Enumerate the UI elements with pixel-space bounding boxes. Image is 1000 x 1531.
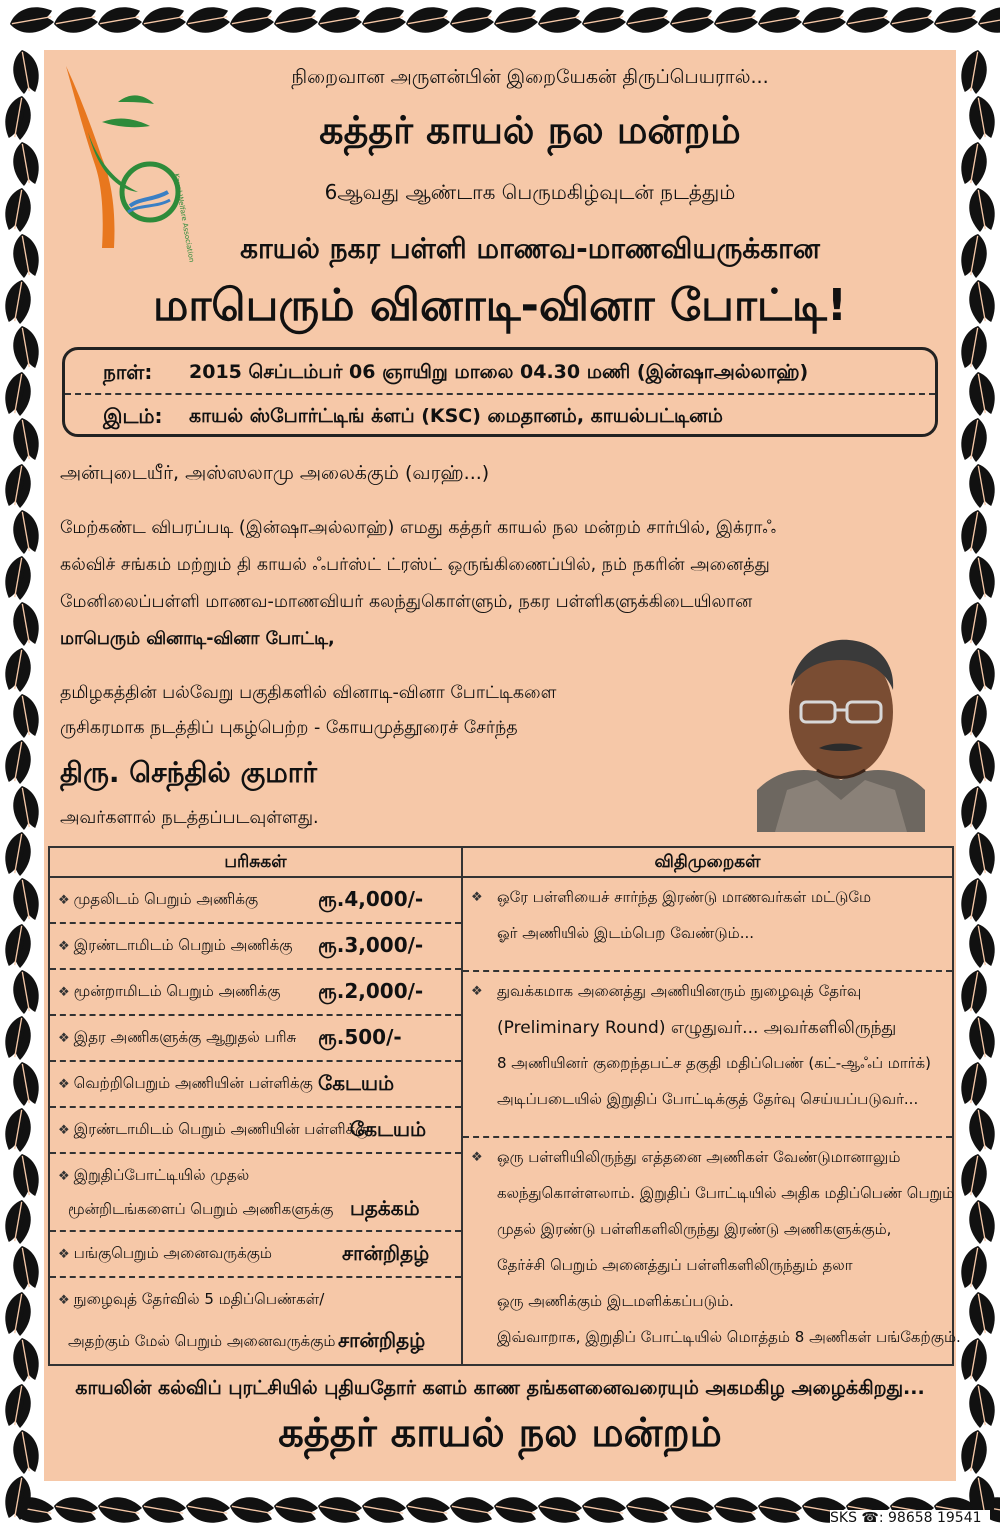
rule-text-line: ஓர் அணியில் இடம்பெற வேண்டும்... — [497, 924, 755, 942]
prize-label: இரண்டாமிடம் பெறும் அணியின் பள்ளிக்கு — [73, 1120, 369, 1138]
opening-invocation: நிறைவான அருளன்பின் இறையேகன் திருப்பெயரால்... — [291, 66, 769, 88]
footer-organizer-title: கத்தர் காயல் நல மன்றம் — [278, 1410, 722, 1456]
prize-label: இறுதிப்போட்டியில் முதல் — [73, 1166, 250, 1184]
prize-row — [50, 1016, 461, 1062]
bullet-diamond-icon: ❖ — [58, 1123, 70, 1138]
prize-amount: ரூ.3,000/- — [318, 933, 424, 957]
info-divider — [65, 393, 935, 395]
bullet-diamond-icon: ❖ — [471, 984, 483, 999]
date-value: 2015 செப்டம்பர் 06 ஞாயிறு மாலை 04.30 மணி (இன்ஷாஅல்லாஹ்) — [189, 361, 809, 383]
bullet-diamond-icon: ❖ — [471, 890, 483, 905]
prize-label-line-2: மூன்றிடங்களைப் பெறும் அணிகளுக்கு — [68, 1200, 334, 1218]
organizer-title: கத்தர் காயல் நல மன்றம் — [319, 108, 741, 152]
rule-text-line: அடிப்படையில் இறுதிப் போட்டிக்குத் தேர்வு செய்யப்படுவர்... — [497, 1090, 919, 1108]
rules-column — [463, 848, 961, 1364]
prize-amount: கேடயம் — [350, 1117, 427, 1141]
prize-label: பங்குபெறும் அனைவருக்கும் — [73, 1244, 272, 1262]
host-intro-line-2: ருசிகரமாக நடத்திப் புகழ்பெற்ற - கோயமுத்தூரைச் சேர்ந்த — [60, 718, 518, 738]
prize-label: இரண்டாமிடம் பெறும் அணிக்கு — [73, 936, 293, 954]
rule-text-line: துவக்கமாக அனைத்து அணியினரும் நுழைவுத் தேர்வு — [497, 982, 862, 1000]
rule-block — [463, 1138, 961, 1364]
logo-text: Kayal Welfare Association — [172, 172, 196, 263]
prize-amount: சான்றிதழ் — [338, 1328, 426, 1352]
bullet-diamond-icon: ❖ — [58, 939, 70, 954]
rule-block — [463, 878, 952, 972]
bullet-diamond-icon: ❖ — [58, 1293, 70, 1308]
prizes-heading: பரிசுகள் — [50, 848, 461, 878]
prize-amount: சான்றிதழ் — [342, 1241, 430, 1265]
prize-label: முதலிடம் பெறும் அணிக்கு — [73, 890, 259, 908]
prize-row — [50, 970, 461, 1016]
closing-invitation: காயலின் கல்விப் புரட்சியில் புதியதோர் களம் காண தங்களனைவரையும் அகமகிழ அழைக்கிறது... — [75, 1377, 925, 1399]
rule-text-line: 8 அணியினர் குறைந்தபட்ச தகுதி மதிப்பெண் (கட்-ஆஃப் மார்க்) — [497, 1054, 931, 1072]
intro-line-1: மேற்கண்ட விபரப்படி (இன்ஷாஅல்லாஹ்) எமது கத்தர் காயல் நல மன்றம் சார்பில், இக்ராஃ — [60, 518, 777, 538]
prizes-column — [50, 848, 463, 1364]
bullet-diamond-icon: ❖ — [58, 1247, 70, 1262]
bullet-diamond-icon: ❖ — [58, 985, 70, 1000]
rules-heading: விதிமுறைகள் — [463, 848, 952, 878]
date-label: நாள்: — [103, 360, 153, 384]
prize-label-line-2: அதற்கும் மேல் பெறும் அனைவருக்கும் — [68, 1332, 336, 1350]
host-intro-line-1: தமிழகத்தின் பல்வேறு பகுதிகளில் வினாடி-வினா போட்டிகளை — [60, 683, 557, 703]
event-subtitle: காயல் நகர பள்ளி மாணவ-மாணவியருக்கான — [240, 232, 820, 265]
prize-label: மூன்றாமிடம் பெறும் அணிக்கு — [73, 982, 281, 1000]
prize-row — [50, 1232, 461, 1278]
venue-label: இடம்: — [103, 404, 163, 428]
prize-amount: பதக்கம் — [350, 1196, 420, 1220]
designer-credit: SKS ☎: 98658 19541 — [830, 1510, 990, 1526]
bullet-diamond-icon: ❖ — [58, 1077, 70, 1092]
prize-amount: ரூ.4,000/- — [318, 887, 424, 911]
rule-text-line: (Preliminary Round) எழுதுவர்... அவர்களிலிருந்து — [497, 1018, 897, 1038]
prizes-rules-table — [48, 846, 961, 1366]
greeting: அன்புடையீர், அஸ்ஸலாமு அலைக்கும் (வரஹ்...) — [60, 462, 490, 484]
venue-value: காயல் ஸ்போர்ட்டிங் க்ளப் (KSC) மைதானம், காயல்பட்டினம் — [189, 405, 723, 427]
host-photo — [757, 630, 925, 832]
rule-text-line: இவ்வாறாக, இறுதிப் போட்டியில் மொத்தம் 8 அணிகள் பங்கேற்கும். — [497, 1328, 961, 1346]
rule-text-line: ஒரு பள்ளியிலிருந்து எத்தனை அணிகள் வேண்டுமானாலும் — [497, 1148, 901, 1166]
prize-row — [50, 1062, 461, 1108]
rule-text-line: ஒரு அணிக்கும் இடமளிக்கப்படும். — [497, 1292, 734, 1310]
event-info-box — [62, 347, 938, 437]
intro-line-4: மாபெரும் வினாடி-வினா போட்டி, — [60, 629, 335, 649]
bullet-diamond-icon: ❖ — [58, 893, 70, 908]
prize-row — [50, 1278, 461, 1364]
bullet-diamond-icon: ❖ — [58, 1169, 70, 1184]
prize-label: வெற்றிபெறும் அணியின் பள்ளிக்கு — [73, 1074, 313, 1092]
prize-row — [50, 1108, 461, 1154]
prize-amount: கேடயம் — [318, 1071, 395, 1095]
rule-block — [463, 972, 952, 1138]
prize-label: இதர அணிகளுக்கு ஆறுதல் பரிசு — [73, 1028, 297, 1046]
prize-row — [50, 924, 461, 970]
event-headline: மாபெரும் வினாடி-வினா போட்டி! — [153, 280, 847, 331]
bullet-diamond-icon: ❖ — [58, 1031, 70, 1046]
rule-text-line: தேர்ச்சி பெறும் அனைத்துப் பள்ளிகளிலிருந்தும் தலா — [497, 1256, 853, 1274]
anniversary-line: 6ஆவது ஆண்டாக பெருமகிழ்வுடன் நடத்தும் — [324, 180, 736, 204]
prize-row — [50, 878, 461, 924]
association-logo — [58, 62, 196, 263]
prize-amount: ரூ.2,000/- — [318, 979, 424, 1003]
rule-text-line: ஒரே பள்ளியைச் சார்ந்த இரண்டு மாணவர்கள் மட்டுமே — [497, 888, 872, 906]
prize-amount: ரூ.500/- — [318, 1025, 402, 1049]
intro-line-3: மேனிலைப்பள்ளி மாணவ-மாணவியர் கலந்துகொள்ளும், நகர பள்ளிகளுக்கிடையிலான — [60, 592, 753, 612]
host-suffix: அவர்களால் நடத்தப்படவுள்ளது. — [60, 808, 319, 828]
intro-line-2: கல்விச் சங்கம் மற்றும் தி காயல் ஃபர்ஸ்ட் ட்ரஸ்ட் ஒருங்கிணைப்பில், நம் நகரின் அனைத்து — [60, 555, 770, 575]
rule-text-line: முதல் இரண்டு பள்ளிகளிலிருந்து இரண்டு அணிகளுக்கும், — [497, 1220, 892, 1238]
prize-row — [50, 1154, 461, 1232]
bullet-diamond-icon: ❖ — [471, 1150, 483, 1165]
host-name: திரு. செந்தில் குமார் — [60, 756, 317, 789]
rule-text-line: கலந்துகொள்ளலாம். இறுதிப் போட்டியில் அதிக மதிப்பெண் பெறும் — [497, 1184, 955, 1202]
prize-label: நுழைவுத் தேர்வில் 5 மதிப்பெண்கள்/ — [73, 1290, 325, 1308]
